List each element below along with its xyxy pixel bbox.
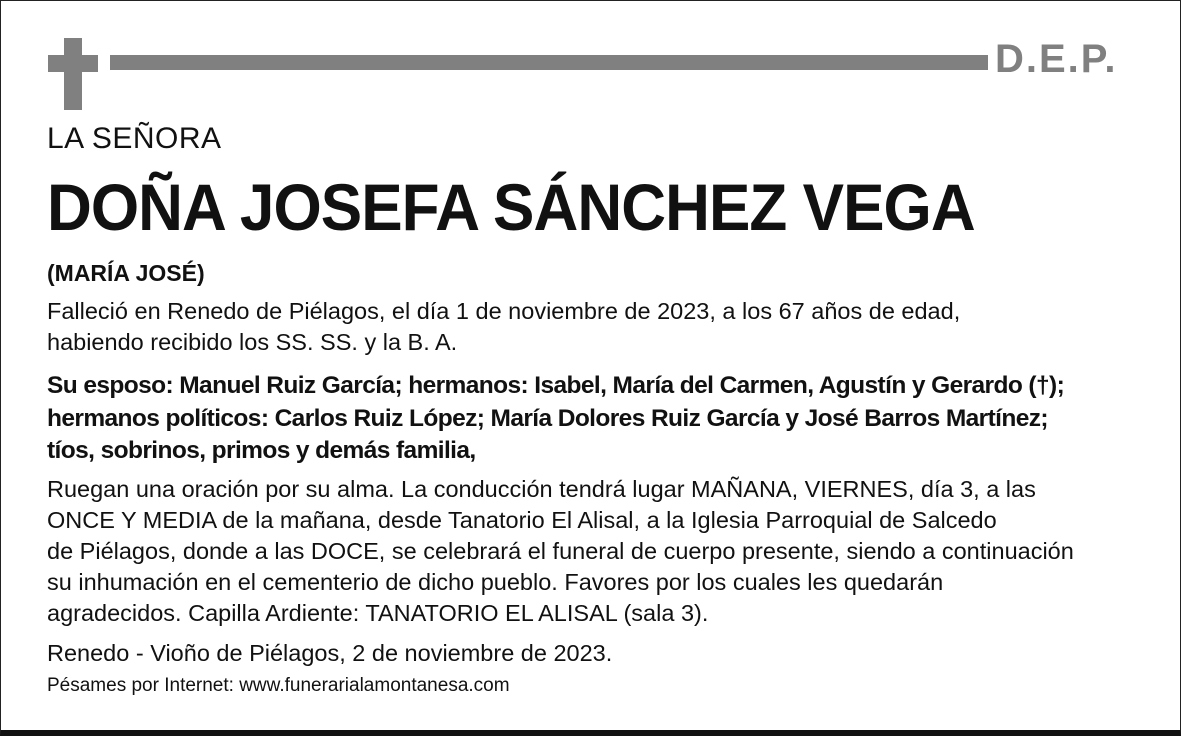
family-paragraph (47, 370, 1064, 468)
family-line: hermanos políticos: Carlos Ruiz López; María Dolores Ruiz García y José Barros Martínez; (47, 404, 1048, 432)
ceremony-line: su inhumación en el cementerio de dicho pueblo. Favores por los cuales les quedarán (47, 569, 944, 595)
header-rule (110, 55, 988, 70)
title-label: LA SEÑORA (47, 122, 222, 155)
family-line: tíos, sobrinos, primos y demás familia, (47, 437, 476, 464)
death-line: habiendo recibido los SS. SS. y la B. A. (47, 329, 458, 355)
dep-label: D.E.P. (995, 37, 1118, 81)
ceremony-line: agradecidos. Capilla Ardiente: TANATORIO EL ALISAL (sala 3). (47, 600, 709, 626)
ceremony-paragraph (47, 474, 1074, 629)
death-line: Falleció en Renedo de Piélagos, el día 1 de noviembre de 2023, a los 67 años de edad, (47, 298, 961, 324)
ceremony-line: de Piélagos, donde a las DOCE, se celebrará el funeral de cuerpo presente, siendo a continuación (47, 538, 1074, 564)
place-date: Renedo - Vioño de Piélagos, 2 de noviembre de 2023. (47, 640, 613, 666)
death-paragraph (47, 296, 960, 358)
ceremony-line: ONCE Y MEDIA de la mañana, desde Tanatorio El Alisal, a la Iglesia Parroquial de Salcedo (47, 507, 997, 533)
ceremony-line: Ruegan una oración por su alma. La conducción tendrá lugar MAÑANA, VIERNES, día 3, a las (47, 476, 1036, 502)
deceased-name: DOÑA JOSEFA SÁNCHEZ VEGA (47, 170, 975, 244)
condolence-web: Pésames por Internet: www.funerarialamontanesa.com (47, 675, 510, 696)
cross-icon (48, 38, 98, 110)
deceased-alias: (MARÍA JOSÉ) (47, 260, 205, 286)
family-line: Su esposo: Manuel Ruiz García; hermanos: Isabel, María del Carmen, Agustín y Gerardo (†); (47, 372, 1065, 399)
